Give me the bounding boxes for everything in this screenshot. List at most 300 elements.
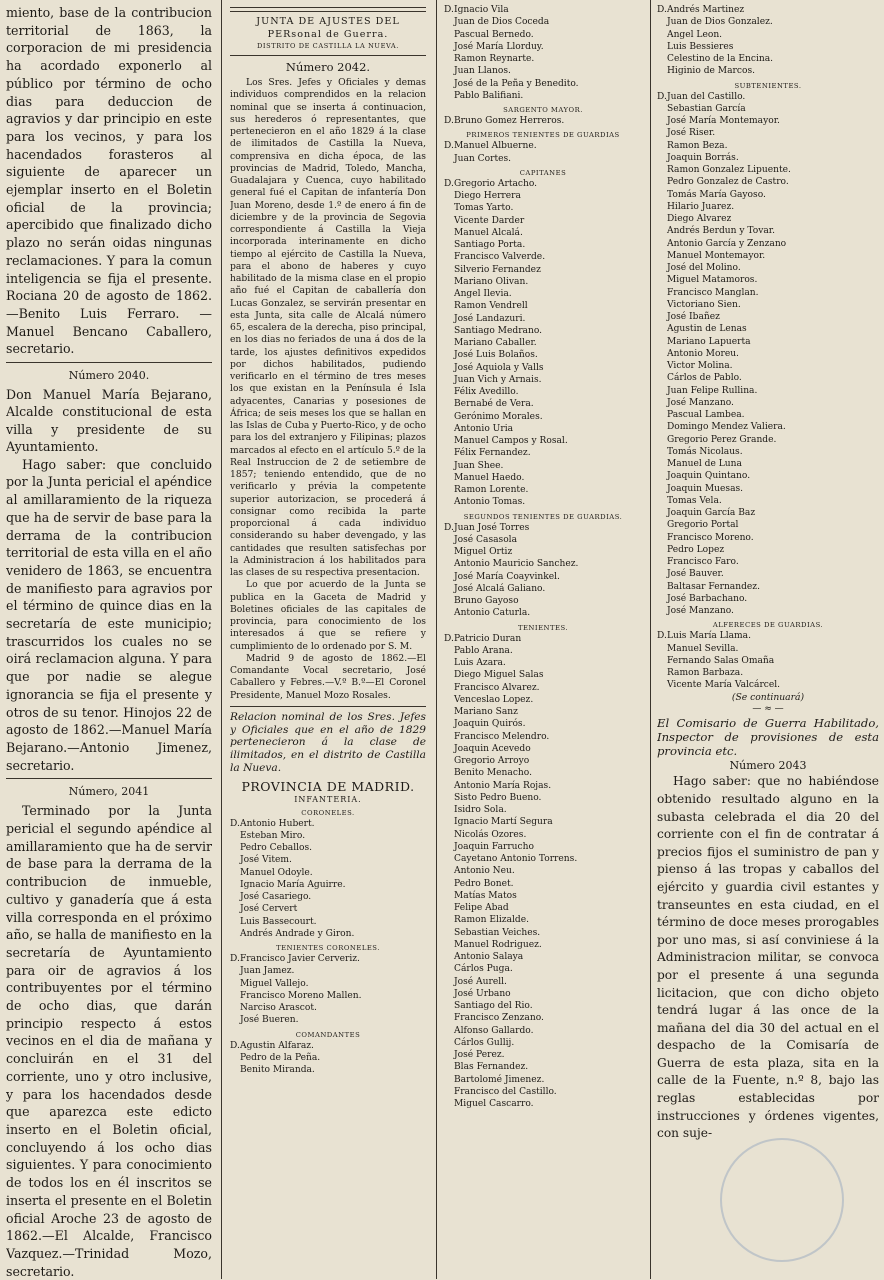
name-entry bbox=[657, 103, 879, 115]
name-text: José Aurell. bbox=[454, 976, 507, 987]
name-entry bbox=[657, 483, 879, 495]
name-text: Juan Jamez. bbox=[240, 966, 295, 977]
name-entry bbox=[444, 546, 642, 558]
name-text: José Barbachano. bbox=[667, 593, 748, 604]
name-text: Santiago Medrano. bbox=[454, 325, 543, 336]
name-entry bbox=[444, 53, 642, 65]
list-tenientes bbox=[444, 633, 642, 1111]
name-text: Miguel Cascarro. bbox=[454, 1099, 534, 1109]
name-entry bbox=[657, 250, 879, 262]
name-entry bbox=[657, 360, 879, 372]
name-text: Bruno Gomez Herreros. bbox=[454, 116, 565, 126]
name-text: Cárlos Puga. bbox=[454, 964, 513, 975]
name-entry bbox=[444, 423, 642, 435]
name-text: Victor Molina. bbox=[667, 361, 733, 371]
name-text: Mariano Sanz bbox=[454, 707, 518, 717]
name-entry bbox=[444, 16, 642, 28]
name-text: Santiago del Rio. bbox=[454, 1001, 533, 1011]
name-prefix: D. bbox=[657, 5, 667, 15]
list-comandantes bbox=[230, 1040, 426, 1077]
name-text: Vicente María Valcárcel. bbox=[667, 680, 781, 691]
name-text: Francisco Faro. bbox=[667, 557, 739, 567]
name-text: Antonio Tomas. bbox=[454, 497, 526, 508]
name-text: Antonio Neu. bbox=[454, 866, 515, 877]
name-entry bbox=[444, 963, 642, 975]
name-text: José Vitem. bbox=[240, 855, 292, 866]
name-entry bbox=[444, 718, 642, 730]
name-text: Ignacio María Aguirre. bbox=[240, 879, 346, 890]
name-entry bbox=[657, 41, 879, 53]
name-entry bbox=[657, 152, 879, 164]
name-entry bbox=[444, 534, 642, 546]
name-text: Diego Herrera bbox=[454, 191, 521, 201]
name-text: José Perez. bbox=[454, 1050, 505, 1060]
name-text: Benito Menacho. bbox=[454, 768, 532, 779]
name-text: Pablo Balifiani. bbox=[454, 90, 524, 101]
name-entry bbox=[444, 29, 642, 41]
paragraph-signature: Madrid 9 de agosto de 1862.—El Comandante Vocal secretario, José Caballero y Febres.—V.º B.º—El Coronel Presidente, Manuel Mozo Rosales. bbox=[230, 652, 426, 701]
name-entry bbox=[444, 264, 642, 276]
name-text: Mariano Caballer. bbox=[454, 338, 537, 348]
province-title: PROVINCIA DE MADRID. bbox=[241, 778, 415, 794]
name-text: Sisto Pedro Bueno. bbox=[454, 792, 542, 803]
name-text: Cayetano Antonio Torrens. bbox=[454, 854, 578, 864]
name-entry bbox=[444, 496, 642, 508]
divider bbox=[230, 706, 426, 707]
name-text: Pedro Bonet. bbox=[454, 878, 514, 889]
name-entry bbox=[657, 446, 879, 458]
name-text: Pedro de la Peña. bbox=[240, 1052, 321, 1063]
name-entry bbox=[444, 325, 642, 337]
name-text: Juan Vich y Arnais. bbox=[454, 374, 542, 385]
name-entry bbox=[657, 667, 879, 679]
name-text: Gerónimo Morales. bbox=[454, 411, 543, 422]
name-entry bbox=[657, 605, 879, 617]
name-text: Matías Matos bbox=[454, 890, 517, 901]
name-entry bbox=[444, 1025, 642, 1037]
name-entry bbox=[444, 878, 642, 890]
name-entry bbox=[444, 583, 642, 595]
name-entry bbox=[657, 458, 879, 470]
name-entry bbox=[657, 434, 879, 446]
name-entry bbox=[444, 571, 642, 583]
notice-heading-2040: Don Manuel María Bejarano, Alcalde constitucional de esta villa y presidente de su Ayuntamiento. bbox=[6, 387, 212, 455]
name-entry bbox=[657, 593, 879, 605]
name-entry bbox=[444, 65, 642, 77]
name-entry bbox=[657, 568, 879, 580]
name-entry bbox=[657, 16, 879, 28]
name-entry bbox=[230, 978, 426, 990]
name-entry bbox=[657, 581, 879, 593]
name-text: Francisco Melendro. bbox=[454, 731, 550, 742]
column-3 bbox=[444, 4, 642, 1110]
name-text: Antonio Mauricio Sanchez. bbox=[454, 559, 579, 570]
name-text: José Luis Bolaños. bbox=[454, 350, 538, 361]
name-text: Ramon Lorente. bbox=[454, 485, 529, 495]
name-entry bbox=[444, 558, 642, 570]
name-text: Mariano Olivan. bbox=[454, 276, 529, 287]
divider bbox=[230, 55, 426, 56]
list-coroneles bbox=[230, 818, 426, 941]
name-text: Andrés Martinez bbox=[667, 5, 745, 15]
name-text: Tomas Yarto. bbox=[454, 203, 514, 214]
name-text: Juan Shee. bbox=[454, 460, 504, 471]
name-text: Nicolás Ozores. bbox=[454, 829, 527, 840]
name-text: Diego Alvarez bbox=[667, 214, 732, 224]
name-entry bbox=[444, 374, 642, 386]
name-entry bbox=[657, 299, 879, 311]
name-entry bbox=[444, 251, 642, 263]
name-text: Gregorio Portal bbox=[667, 520, 739, 531]
library-stamp bbox=[720, 1138, 844, 1262]
name-entry bbox=[444, 41, 642, 53]
name-entry bbox=[444, 460, 642, 472]
name-entry bbox=[230, 916, 426, 928]
name-entry bbox=[444, 951, 642, 963]
rank-subtenientes: SUBTENIENTES. bbox=[734, 81, 802, 90]
name-text: Ramon Gonzalez Lipuente. bbox=[667, 165, 791, 175]
divider bbox=[6, 778, 212, 779]
paragraph-rociana: miento, base de la contribucion territorial de 1863, la corporacion de mi presidencia ha acordado exponerlo al público por término de ocho dias para deduccion de agravios y dar principio en este para los vecinos, y para los hacendados forasteros al siguiente de aparecer un ejemplar inserto en el Boletin oficial de la provincia; apercibido que finalizado dicho plazo no serán oidas ningunas reclamaciones. Y para la comun inteligencia se fija el presente. Rociana 20 de agosto de 1862.—Benito Luis Ferraro. —Manuel Bencano Caballero, secretario. bbox=[6, 5, 212, 357]
name-text: Agustin de Lenas bbox=[667, 324, 747, 335]
name-text: José Riser. bbox=[667, 128, 716, 139]
name-entry bbox=[657, 495, 879, 507]
name-entry bbox=[444, 227, 642, 239]
name-text: Manuel Campos y Rosal. bbox=[454, 436, 568, 446]
column-4 bbox=[657, 4, 879, 1143]
paragraph-publica: Lo que por acuerdo de la Junta se publica en la Gaceta de Madrid y Boletines oficiales de las capitales de provincia, para conocimiento de los interesados á que se refiere y cumplimiento de lo ordenado por S. M. bbox=[230, 579, 426, 652]
name-text: Miguel Ortiz bbox=[454, 547, 513, 557]
name-text: Manuel Albuerne. bbox=[454, 141, 537, 152]
name-entry bbox=[657, 225, 879, 237]
name-text: Joaquin Muesas. bbox=[667, 483, 744, 494]
name-entry bbox=[444, 288, 642, 300]
comisario-heading: El Comisario de Guerra Habilitado, Inspector de provisiones de esta provincia etc. bbox=[657, 715, 879, 759]
name-entry bbox=[230, 842, 426, 854]
name-entry bbox=[230, 990, 426, 1002]
column-rule bbox=[436, 0, 437, 1279]
name-text: Félix Avedillo. bbox=[454, 387, 519, 397]
name-text: Antonio Caturla. bbox=[454, 608, 531, 619]
name-entry bbox=[444, 890, 642, 902]
name-entry bbox=[444, 706, 642, 718]
name-entry bbox=[444, 300, 642, 312]
name-text: Tomás Nicolaus. bbox=[667, 446, 743, 457]
name-text: Manuel Alcalá. bbox=[454, 227, 523, 238]
notice-number-2041: Número, 2041 bbox=[68, 785, 150, 799]
name-text: Andrés Berdun y Tovar. bbox=[667, 226, 776, 237]
list-top bbox=[444, 4, 642, 102]
name-text: Francisco del Castillo. bbox=[454, 1086, 557, 1097]
name-entry bbox=[657, 397, 879, 409]
name-entry bbox=[230, 1040, 426, 1052]
name-text: Alfonso Gallardo. bbox=[454, 1025, 534, 1036]
rank-sargento: SARGENTO MAYOR. bbox=[503, 106, 583, 114]
name-text: Ramon Reynarte. bbox=[454, 54, 535, 64]
paragraph-junta: Los Sres. Jefes y Oficiales y demas individuos comprendidos en la relacion nominal que se inserta á continuacion, sus herederos ó representantes, que pertenecieron en el año 1829 á la clase de ilimitados de Castilla la Nueva, comprensiva en dicha época, de las provincias de Madrid, Toledo, Mancha, Guadalajara y Cuenca, cuyo habilitado general fué el Capitan de infantería Don Juan Moreno, desde 1.º de enero á fin de diciembre y de la provincia de Segovia correspondiente á Castilla la Vieja incorporada interinamente en dicho tiempo al ejército de Castilla la Nueva, para el abono de haberes y cuyo habilitado de la misma clase en el propio año fué el Capitan de caballería don Lucas Gonzalez, se servirán presentar en esta Junta, sita calle de Alcalá número 65, escalera de la derecha, piso principal, en los dias no feriados de una á dos de la tarde, los ajustes definitivos expedidos por dichos habilitados, pudiendo verificarlo en el término de tres meses los que existan en la Península é Isla adyacentes, Canarias y posesiones de África; de seis meses los que se hallan en las Islas de Cuba y Puerto-Rico, y de ocho para los del extranjero y Filipinas; plazos marcados al efecto en el artículo 5.º de la Real Instruccion de 2 de setiembre de 1857; teniendo entendido, que de no verificarlo y prévia la competente superior autorizacion, se procederá á consignar como recibida la parte proporcional á cada individuo considerando su haber devengado, y las cantidades que resulten satisfechas por la Administracion á los habilitados para las clases de su respectiva presentacion. bbox=[230, 77, 426, 578]
name-text: Manuel Odoyle. bbox=[240, 867, 313, 878]
name-entry bbox=[230, 867, 426, 879]
name-entry bbox=[657, 91, 879, 103]
name-text: Sebastian Veiches. bbox=[454, 927, 541, 938]
name-text: Pedro Ceballos. bbox=[240, 843, 313, 854]
name-entry bbox=[444, 398, 642, 410]
name-entry bbox=[657, 470, 879, 482]
name-entry bbox=[444, 1074, 642, 1086]
name-text: Agustin Alfaraz. bbox=[240, 1040, 314, 1051]
name-entry bbox=[230, 879, 426, 891]
name-entry bbox=[444, 645, 642, 657]
name-text: Juan Llanos. bbox=[454, 66, 511, 77]
name-text: Blas Fernandez. bbox=[454, 1062, 529, 1073]
name-text: José Cervert bbox=[240, 904, 298, 915]
name-text: Luis Azara. bbox=[454, 658, 506, 668]
name-text: Juan Cortes. bbox=[454, 153, 512, 164]
name-entry bbox=[657, 556, 879, 568]
column-1 bbox=[6, 4, 212, 1280]
name-text: Antonio García y Zenzano bbox=[667, 238, 787, 249]
name-text: Juan Felipe Rullina. bbox=[667, 385, 758, 396]
name-entry bbox=[444, 472, 642, 484]
name-text: Bartolomé Jimenez. bbox=[454, 1074, 545, 1085]
name-entry bbox=[230, 818, 426, 830]
name-text: Joaquin García Baz bbox=[667, 508, 756, 518]
name-entry bbox=[444, 841, 642, 853]
list-tenientes-coroneles bbox=[230, 953, 426, 1027]
name-entry bbox=[444, 1037, 642, 1049]
name-text: Antonio Salaya bbox=[454, 952, 524, 962]
paragraph-subasta: Hago saber: que no habiéndose obtenido resultado alguno en la subasta celebrada el dia 20 del corriente con el fin de contratar á precios fijos el suministro de pan y pienso á las tropas y caballos del ejército y guardia civil estantes y transeuntes en esta ciudad, en el término de doce meses prorogables por uno mas, si así conviniese á la Administracion militar, se convoca por el presente á una segunda licitacion, que con dicho objeto tendrá lugar á las once de la mañana del dia 30 del actual en el despacho de la Comisaría de Guerra de esta plaza, sita en la calle de la Fuente, n.º 8, bajo las reglas establecidas por instrucciones y órdenes vigentes, con suje- bbox=[657, 774, 879, 1141]
name-prefix: D. bbox=[230, 1040, 240, 1051]
name-entry bbox=[444, 349, 642, 361]
name-entry bbox=[657, 29, 879, 41]
name-text: Esteban Miro. bbox=[240, 830, 306, 841]
name-entry bbox=[444, 1061, 642, 1073]
name-text: Luis María Llama. bbox=[667, 631, 751, 642]
name-entry bbox=[444, 657, 642, 669]
name-prefix: D. bbox=[444, 116, 454, 126]
name-text: Antonio Hubert. bbox=[240, 818, 315, 829]
name-entry bbox=[657, 519, 879, 531]
name-text: Venceslao Lopez. bbox=[454, 694, 534, 705]
column-rule bbox=[221, 0, 222, 1279]
name-entry bbox=[444, 276, 642, 288]
name-entry bbox=[444, 939, 642, 951]
list-capitanes bbox=[444, 178, 642, 509]
name-entry bbox=[657, 287, 879, 299]
name-text: Manuel Sevilla. bbox=[667, 643, 739, 654]
name-entry bbox=[230, 1014, 426, 1026]
name-entry bbox=[444, 153, 642, 165]
name-entry bbox=[444, 1086, 642, 1098]
name-prefix: D. bbox=[444, 5, 454, 15]
name-text: Victoriano Sien. bbox=[667, 299, 741, 310]
name-entry bbox=[444, 239, 642, 251]
name-entry bbox=[444, 435, 642, 447]
name-text: José Ibañez bbox=[667, 312, 720, 322]
name-entry bbox=[444, 595, 642, 607]
name-entry bbox=[444, 914, 642, 926]
name-entry bbox=[444, 313, 642, 325]
name-entry bbox=[444, 115, 642, 127]
name-text: Bruno Gayoso bbox=[454, 596, 519, 606]
name-text: Angel Ilevia. bbox=[454, 289, 512, 299]
name-entry bbox=[657, 544, 879, 556]
name-text: Joaquin Borrás. bbox=[667, 152, 739, 163]
name-entry bbox=[444, 78, 642, 90]
name-text: Antonio Uria bbox=[454, 423, 514, 434]
list-subtenientes bbox=[657, 91, 879, 618]
name-text: Ramon Barbaza. bbox=[667, 668, 744, 678]
name-text: Francisco Zenzano. bbox=[454, 1013, 544, 1024]
name-entry bbox=[444, 731, 642, 743]
name-text: Andrés Andrade y Giron. bbox=[240, 928, 355, 939]
name-text: Francisco Valverde. bbox=[454, 252, 546, 263]
name-text: Benito Miranda. bbox=[240, 1065, 315, 1076]
name-entry bbox=[230, 953, 426, 965]
name-text: Pascual Lambea. bbox=[667, 410, 745, 420]
name-text: Pedro Lopez bbox=[667, 544, 725, 555]
name-entry bbox=[657, 385, 879, 397]
name-text: Isidro Sola. bbox=[454, 805, 507, 815]
name-text: José Landazuri. bbox=[454, 313, 526, 324]
name-prefix: D. bbox=[230, 818, 240, 829]
name-text: José del Molino. bbox=[667, 263, 741, 273]
name-text: Joaquin Quirós. bbox=[454, 719, 526, 730]
name-prefix: D. bbox=[444, 522, 454, 533]
paragraph-aroche: Terminado por la Junta pericial el segundo apéndice al amillaramiento que ha de servir de base para la derrama de la contribucion de inmueble, cultivo y ganadería que á esta villa corresponda en el próximo año, se halla de manifiesto en la secretaría de Ayuntamiento para oir de agravios á los contribuyentes por el término de ocho dias, que darán principio respecto á estos vecinos en el dia de mañana y concluirán en el 31 del corriente, uno y otro inclusive, y para los hacendados desde que aparezca este edicto inserto en el Boletin oficial, concluyendo á los ocho dias siguientes. Y para conocimiento de todos los en él inscritos se inserta el presente en el Boletin oficial Aroche 23 de agosto de 1862.—El Alcalde, Francisco Vazquez.—Trinidad Mozo, secretario. bbox=[6, 803, 212, 1279]
name-text: Manuel Rodriguez. bbox=[454, 939, 542, 950]
name-entry bbox=[444, 792, 642, 804]
name-text: José Casariego. bbox=[240, 892, 312, 903]
name-entry bbox=[657, 4, 879, 16]
name-text: Fernando Salas Omaña bbox=[667, 655, 775, 666]
name-prefix: D. bbox=[657, 91, 667, 102]
name-entry bbox=[444, 386, 642, 398]
column-2 bbox=[230, 4, 426, 1076]
name-entry bbox=[657, 643, 879, 655]
name-prefix: D. bbox=[657, 631, 667, 642]
name-text: José Manzano. bbox=[667, 397, 734, 408]
name-text: Manuel de Luna bbox=[667, 459, 742, 469]
name-entry bbox=[444, 694, 642, 706]
name-entry bbox=[230, 1052, 426, 1064]
rank-tenientes: TENIENTES. bbox=[517, 623, 569, 632]
rank-comandantes: COMANDANTES bbox=[295, 1030, 361, 1039]
name-prefix: D. bbox=[230, 954, 240, 965]
name-text: Antonio María Rojas. bbox=[454, 780, 552, 791]
name-entry bbox=[444, 337, 642, 349]
name-text: Gregorio Artacho. bbox=[454, 178, 538, 189]
name-text: Félix Fernandez. bbox=[454, 448, 531, 459]
name-text: Ramon Vendrell bbox=[454, 301, 528, 312]
name-text: Joaquin Farrucho bbox=[454, 841, 534, 852]
name-text: Luis Bassecourt. bbox=[240, 916, 317, 927]
name-text: Francisco Moreno Mallen. bbox=[240, 990, 362, 1001]
name-text: José María Montemayor. bbox=[667, 116, 780, 126]
notice-number-2040: Número 2040. bbox=[68, 369, 150, 383]
section-header: JUNTA DE AJUSTES DEL PERsonal de Guerra. bbox=[256, 16, 400, 40]
name-entry bbox=[657, 336, 879, 348]
name-text: Antonio Moreu. bbox=[667, 348, 739, 359]
name-text: Manuel Haedo. bbox=[454, 472, 525, 483]
name-entry bbox=[444, 522, 642, 534]
name-entry bbox=[657, 189, 879, 201]
name-text: Pedro Gonzalez de Castro. bbox=[667, 177, 789, 188]
name-text: Juan de Dios Coceda bbox=[454, 17, 550, 28]
name-entry bbox=[444, 816, 642, 828]
name-text: Miguel Vallejo. bbox=[240, 978, 309, 989]
name-text: José Urbano bbox=[454, 988, 511, 999]
name-text: Hilario Juarez. bbox=[667, 201, 735, 212]
name-entry bbox=[444, 215, 642, 227]
name-text: José María Llorduy. bbox=[454, 41, 544, 52]
name-entry bbox=[444, 178, 642, 190]
rank-coroneles: CORONELES. bbox=[301, 808, 355, 817]
rank-alfereces: ALFERECES DE GUARDIAS. bbox=[712, 621, 824, 630]
name-text: Patricio Duran bbox=[454, 633, 522, 644]
name-text: José de la Peña y Benedito. bbox=[454, 78, 579, 89]
name-entry bbox=[657, 201, 879, 213]
notice-number-2042: Número 2042. bbox=[285, 60, 371, 74]
name-text: Francisco Moreno. bbox=[667, 532, 754, 543]
name-entry bbox=[657, 532, 879, 544]
name-text: Pascual Bernedo. bbox=[454, 29, 534, 40]
name-prefix: D. bbox=[444, 633, 454, 644]
name-entry bbox=[444, 804, 642, 816]
name-entry bbox=[444, 865, 642, 877]
name-text: José Casasola bbox=[454, 534, 517, 545]
name-text: Sebastian García bbox=[667, 103, 746, 114]
paragraph-hinojos: Hago saber: que concluido por la Junta pericial el apéndice al amillaramiento de la riqueza que ha de servir de base para la derrama de la contribucion territorial de esta villa en el año venidero de 1863, se encuentra de manifiesto para agravios por el término de quince dias en la secretaría de este municipio; trascurridos los cuales no se oirá reclamacion alguna. Y para que por nadie se alegue ignorancia se fija el presente y otros de su tenor. Hinojos 22 de agosto de 1862.—Manuel María Bejarano.—Antonio Jimenez, secretario. bbox=[6, 456, 212, 773]
name-text: Miguel Matamoros. bbox=[667, 275, 758, 286]
name-prefix: D. bbox=[444, 178, 454, 189]
name-text: Narciso Arascot. bbox=[240, 1003, 317, 1014]
name-text: Bernabé de Vera. bbox=[454, 399, 534, 410]
name-entry bbox=[444, 1098, 642, 1110]
name-text: Francisco Javier Cerveriz. bbox=[240, 954, 360, 965]
name-text: Juan José Torres bbox=[454, 522, 530, 533]
name-entry bbox=[657, 164, 879, 176]
name-text: Gregorio Arroyo bbox=[454, 756, 530, 766]
name-text: Tomás María Gayoso. bbox=[667, 189, 766, 200]
name-text: José Bueren. bbox=[240, 1015, 299, 1026]
name-entry bbox=[230, 854, 426, 866]
notice-number-2043: Número 2043 bbox=[729, 759, 807, 773]
name-text: José Manzano. bbox=[667, 606, 734, 616]
name-entry bbox=[657, 274, 879, 286]
rank-primeros-tenientes: PRIMEROS TENIENTES DE GUARDIAS bbox=[466, 131, 620, 140]
name-entry bbox=[444, 755, 642, 767]
name-text: Felipe Abad bbox=[454, 903, 509, 913]
name-text: Francisco Alvarez. bbox=[454, 682, 540, 693]
name-entry bbox=[444, 1049, 642, 1061]
name-text: Juan del Castillo. bbox=[667, 91, 746, 102]
column-rule bbox=[650, 0, 651, 1279]
name-entry bbox=[444, 140, 642, 152]
name-entry bbox=[657, 323, 879, 335]
name-entry bbox=[230, 903, 426, 915]
name-entry bbox=[444, 1000, 642, 1012]
name-entry bbox=[444, 902, 642, 914]
name-entry bbox=[444, 743, 642, 755]
name-text: José Aquiola y Valls bbox=[454, 362, 544, 373]
list-alfereces bbox=[657, 630, 879, 691]
name-entry bbox=[657, 311, 879, 323]
name-prefix: D. bbox=[444, 141, 454, 152]
name-entry bbox=[444, 780, 642, 792]
name-entry bbox=[657, 630, 879, 642]
